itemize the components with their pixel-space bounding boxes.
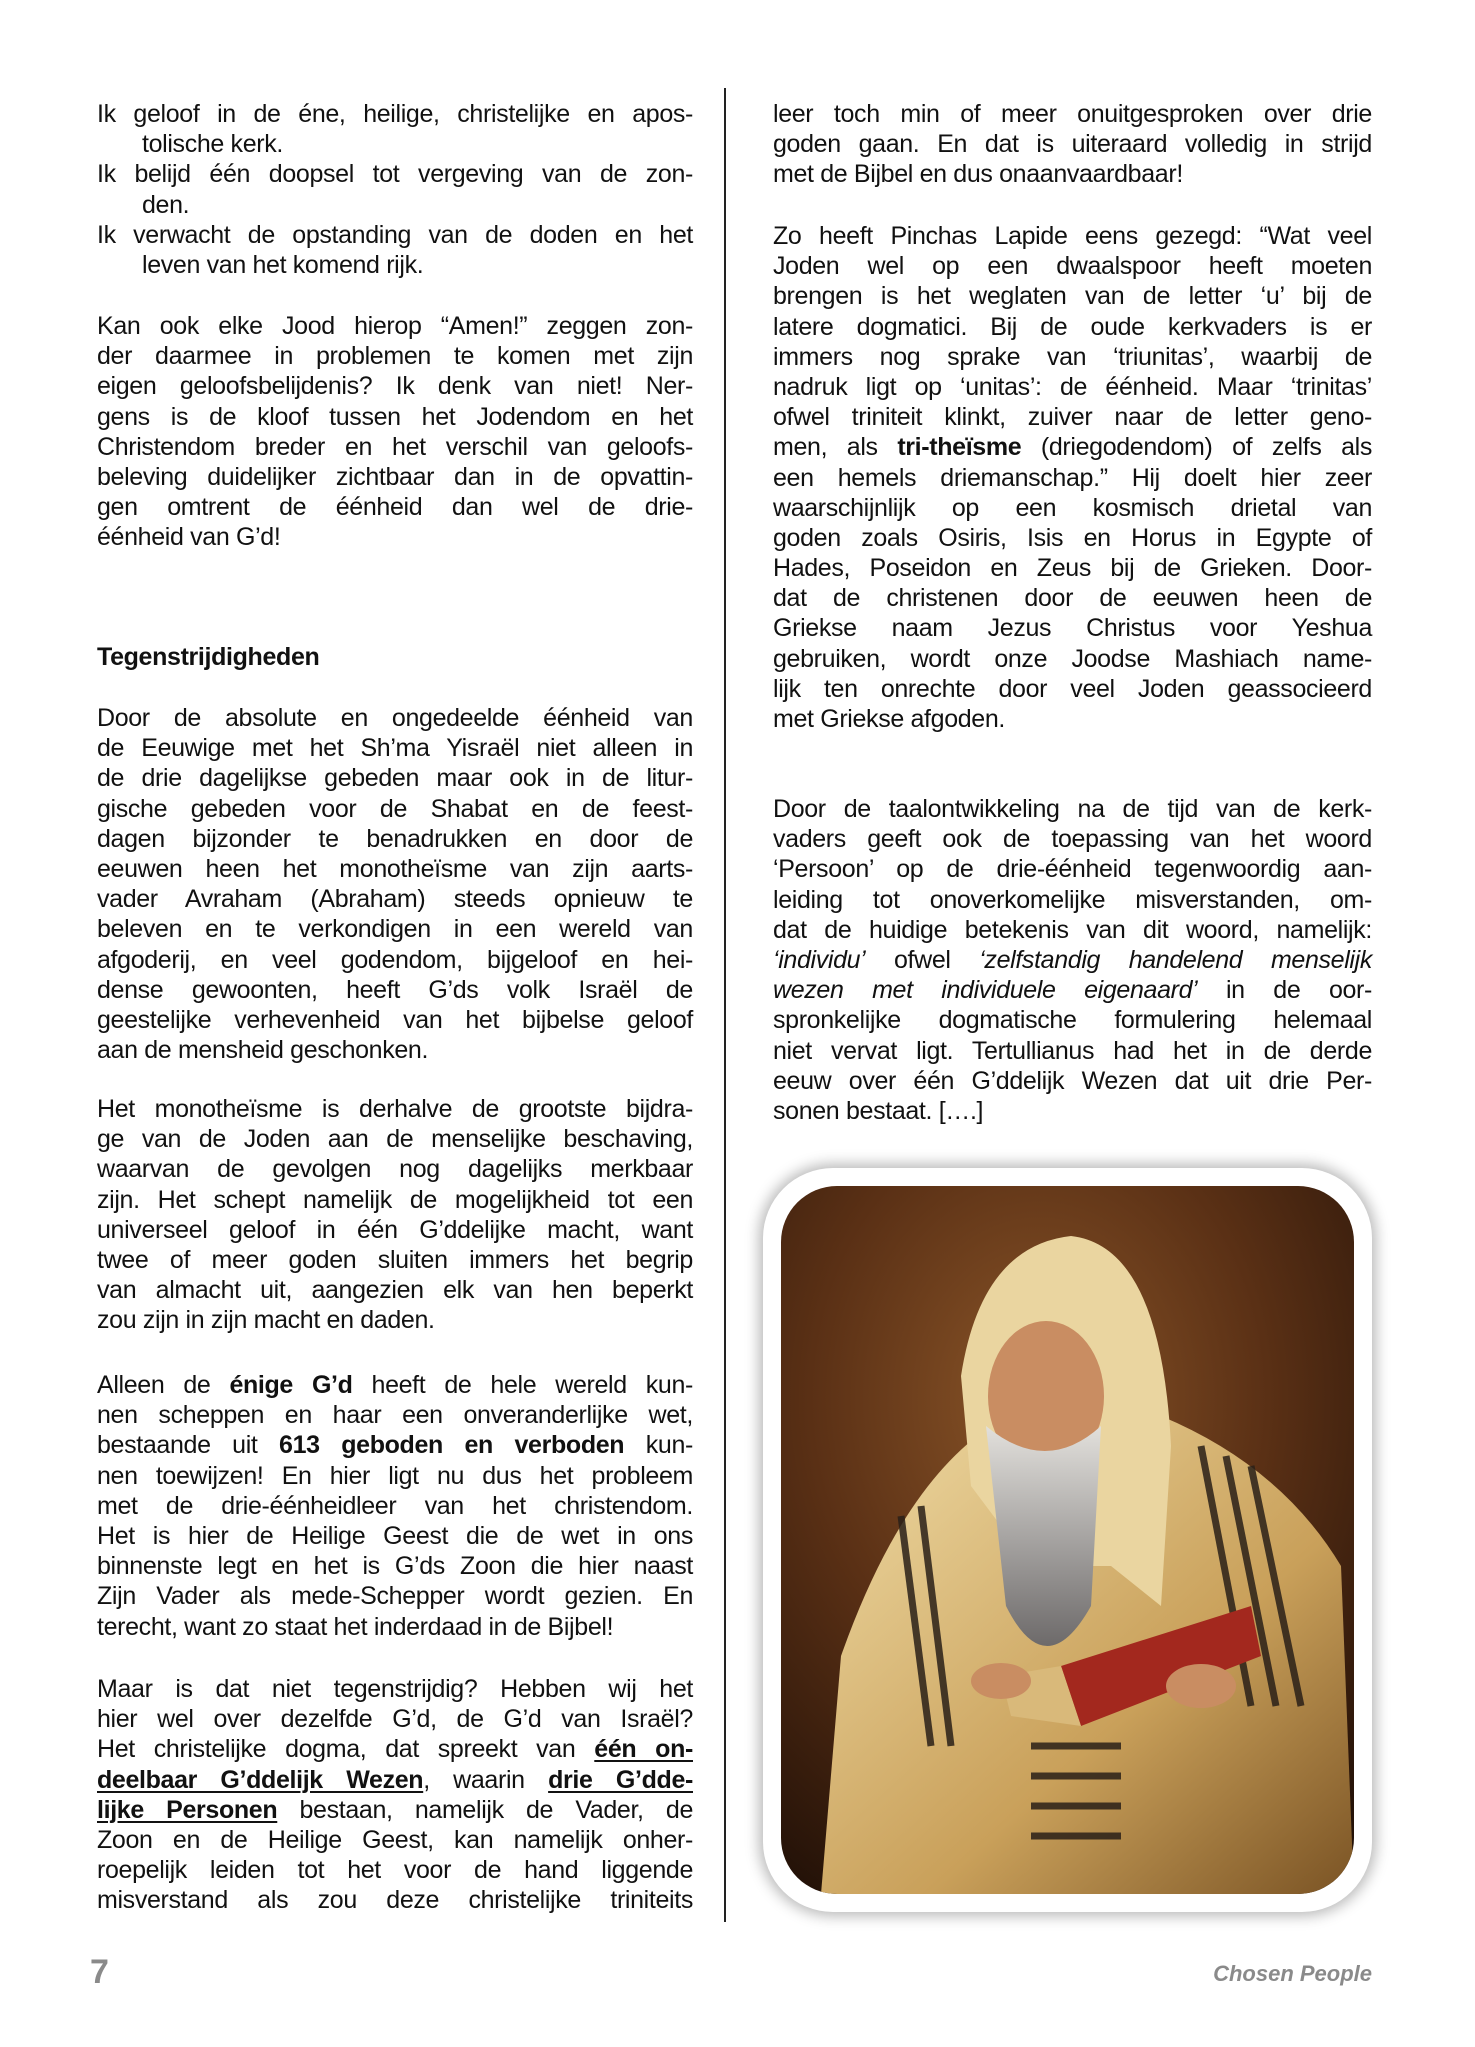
text-segment: in de oor- — [1197, 976, 1373, 1005]
text-line: goden zoals Osiris, Isis en Horus in Egypte of — [773, 523, 1372, 552]
text-line: Joden wel op een dwaalspoor heeft moeten — [773, 252, 1372, 281]
quote-paragraph — [773, 221, 1372, 734]
text-line: goden gaan. En dat is uiteraard volledig in strijd — [773, 130, 1372, 159]
emphasized-text: drie G’dde- — [548, 1765, 693, 1794]
text-line: ge van de Joden aan de menselijke beschaving, — [97, 1125, 693, 1154]
text-line: de drie dagelijkse gebeden maar ook in de litur- — [97, 764, 693, 793]
text-line: gens is de kloof tussen het Jodendom en het — [97, 402, 693, 431]
paragraph — [97, 1094, 693, 1336]
text-segment: Alleen de — [97, 1371, 230, 1399]
text-line: van almacht uit, aangezien elk van hen beperkt — [97, 1276, 693, 1305]
text-line: hier wel over dezelfde G’d, de G’d van Israël? — [97, 1705, 693, 1734]
text-line: brengen is het weglaten van de letter ‘u’ bij de — [773, 282, 1372, 311]
text-line — [97, 1765, 693, 1795]
text-line: Het is hier de Heilige Geest die de wet in ons — [97, 1521, 693, 1550]
text-segment: ofwel — [865, 945, 980, 974]
illustration-frame — [763, 1168, 1372, 1912]
text-line: gebruiken, wordt onze Joodse Mashiach name- — [773, 644, 1372, 673]
paragraph — [97, 311, 693, 553]
paragraph — [97, 703, 693, 1065]
text-line: ‘Persoon’ op de drie-éénheid tegenwoordig aan- — [773, 855, 1372, 884]
text-line: met de drie-éénheidleer van het christendom. — [97, 1491, 693, 1520]
text-line: vader Avraham (Abraham) steeds opnieuw te — [97, 885, 693, 914]
text-line: eeuw over één G’ddelijk Wezen dat uit drie Per- — [773, 1066, 1372, 1095]
text-line: eeuwen heen het monotheïsme van zijn aarts- — [97, 854, 693, 883]
text-line: Maar is dat niet tegenstrijdig? Hebben wij het — [97, 1675, 693, 1703]
emphasized-text: tri-theïsme — [897, 433, 1022, 462]
text-line: Door de absolute en ongedeelde éénheid van — [97, 704, 693, 732]
text-line: Christendom breder en het verschil van geloofs- — [97, 432, 693, 461]
text-line: der daarmee in problemen te komen met zijn — [97, 342, 693, 371]
painting-praying-man-with-tallit — [781, 1186, 1354, 1894]
text-line: lijk ten onrechte door veel Joden geassocieerd — [773, 674, 1372, 703]
text-segment: (driegodendom) of zelfs als — [1021, 433, 1373, 462]
page-number: 7 — [90, 1953, 109, 1991]
text-segment: heeft de hele wereld kun- — [352, 1371, 693, 1399]
text-line: dat de huidige betekenis van dit woord, namelijk: — [773, 915, 1372, 944]
text-segment: bestaan, namelijk de Vader, de — [277, 1795, 693, 1824]
text-line: terecht, want zo staat het inderdaad in de Bijbel! — [97, 1612, 614, 1641]
text-line: Kan ook elke Jood hierop “Amen!” zeggen zon- — [97, 312, 693, 340]
text-line: nen scheppen en haar een onveranderlijke wet, — [97, 1401, 693, 1430]
text-line: leiding tot onoverkomelijke misverstanden, om- — [773, 885, 1372, 914]
text-line: niet vervat ligt. Tertullianus had het in de derde — [773, 1036, 1372, 1065]
text-line: binnenste legt en het is G’ds Zoon die hier naast — [97, 1552, 693, 1581]
emphasized-text: ‘zelfstandig handelend menselijk — [979, 945, 1372, 974]
text-line: geestelijke verhevenheid van het bijbelse geloof — [97, 1005, 693, 1034]
text-line: zijn. Het schept namelijk de mogelijkheid tot een — [97, 1185, 693, 1214]
text-segment: men, als — [773, 433, 898, 462]
text-line: immers nog sprake van ‘triunitas’, waarbij de — [773, 342, 1372, 371]
paragraph — [97, 1370, 693, 1642]
text-line — [97, 1734, 693, 1764]
text-line: Ik verwacht de opstanding van de doden en het — [97, 220, 693, 249]
text-line: vaders geeft ook de toepassing van het woord — [773, 825, 1372, 854]
text-line: Door de taalontwikkeling na de tijd van de kerk- — [773, 795, 1372, 823]
section-heading — [97, 642, 693, 672]
text-line: Hades, Poseidon en Zeus bij de Grieken. Door- — [773, 554, 1372, 583]
text-line: leer toch min of meer onuitgesproken over drie — [773, 100, 1372, 128]
heading-text: Tegenstrijdigheden — [97, 643, 320, 671]
text-line — [97, 1430, 693, 1460]
text-line: dagen bijzonder te benadrukken en door de — [97, 824, 693, 853]
emphasized-text: énige G’d — [229, 1371, 353, 1399]
text-line — [773, 945, 1372, 975]
text-line: beleven en te verkondigen in een wereld van — [97, 915, 693, 944]
text-segment: kun- — [624, 1431, 693, 1460]
text-line — [773, 432, 1372, 462]
text-line: gische gebeden voor de Shabat en de feest- — [97, 794, 693, 823]
text-line: universeel geloof in één G’ddelijke macht, want — [97, 1215, 693, 1244]
text-line: aan de mensheid geschonken. — [97, 1036, 429, 1065]
paragraph — [773, 99, 1372, 190]
emphasized-text: ‘individu’ — [773, 945, 866, 974]
text-line: nen toewijzen! En hier ligt nu dus het probleem — [97, 1461, 693, 1490]
text-line: Zoon en de Heilige Geest, kan namelijk onher- — [97, 1825, 693, 1854]
emphasized-text: 613 geboden en verboden — [279, 1431, 625, 1460]
text-line: Ik geloof in de éne, heilige, christelijke en apos- — [97, 100, 693, 128]
text-line — [773, 975, 1372, 1005]
text-line: waarschijnlijk op een kosmisch drietal van — [773, 493, 1372, 522]
text-line: sonen bestaat. [….] — [773, 1096, 984, 1125]
text-line: Zijn Vader als mede-Schepper wordt gezien. En — [97, 1582, 693, 1611]
text-line: spronkelijke dogmatische formulering helemaal — [773, 1006, 1372, 1035]
credo-paragraph — [97, 99, 693, 280]
text-line: waarvan de gevolgen nog dagelijks merkbaar — [97, 1155, 693, 1184]
text-line: éénheid van G’d! — [97, 523, 281, 552]
text-line: Het monotheïsme is derhalve de grootste bijdra- — [97, 1095, 693, 1123]
emphasized-text: deelbaar G’ddelijk Wezen — [97, 1765, 424, 1794]
text-line: roepelijk leiden tot het voor de hand liggende — [97, 1856, 693, 1885]
paragraph — [97, 1674, 693, 1916]
text-line: Zo heeft Pinchas Lapide eens gezegd: “Wat veel — [773, 222, 1372, 250]
text-line — [97, 1795, 693, 1825]
text-line: twee of meer goden sluiten immers het begrip — [97, 1245, 693, 1274]
emphasized-text: wezen met individuele eigenaard’ — [773, 976, 1198, 1005]
paragraph — [773, 794, 1372, 1126]
text-line: afgoderij, en veel godendom, bijgeloof en hei- — [97, 945, 693, 974]
text-line: Ik belijd één doopsel tot vergeving van de zon- — [97, 160, 693, 189]
text-line: misverstand als zou deze christelijke triniteits — [97, 1886, 693, 1915]
text-line: ofwel triniteit klinkt, zuiver naar de letter geno- — [773, 403, 1372, 432]
text-segment: , waarin — [423, 1765, 549, 1794]
emphasized-text: lijke Personen — [97, 1795, 278, 1824]
text-line: een hemels driemanschap.” Hij doelt hier zeer — [773, 463, 1372, 492]
text-line: dat de christenen door de eeuwen heen de — [773, 584, 1372, 613]
text-segment: Het christelijke dogma, dat spreekt van — [97, 1735, 595, 1764]
text-line — [97, 1370, 693, 1400]
text-line: Griekse naam Jezus Christus voor Yeshua — [773, 614, 1372, 643]
text-line: nadruk ligt op ‘unitas’: de éénheid. Maar ‘trinitas’ — [773, 372, 1372, 401]
text-line: tolische kerk. — [142, 130, 283, 159]
magazine-name: Chosen People — [1213, 1961, 1372, 1986]
text-line: met de Bijbel en dus onaanvaardbaar! — [773, 160, 1183, 189]
text-line: dense gewoonten, heeft G’ds volk Israël de — [97, 975, 693, 1004]
text-line: de Eeuwige met het Sh’ma Yisraël niet alleen in — [97, 734, 693, 763]
text-line: beleving duidelijker zichtbaar dan in de opvattin- — [97, 462, 693, 491]
text-line: met Griekse afgoden. — [773, 705, 1006, 733]
text-line: gen omtrent de éénheid dan wel de drie- — [97, 493, 693, 522]
text-line: eigen geloofsbelijdenis? Ik denk van niet! Ner- — [97, 372, 693, 401]
text-line: leven van het komend rijk. — [142, 250, 424, 279]
text-line: den. — [142, 190, 190, 219]
emphasized-text: één on- — [594, 1735, 693, 1764]
column-divider — [724, 88, 726, 1922]
text-line: latere dogmatici. Bij de oude kerkvaders is er — [773, 312, 1372, 341]
text-line: zou zijn in zijn macht en daden. — [97, 1306, 435, 1335]
text-segment: bestaande uit — [97, 1431, 280, 1460]
